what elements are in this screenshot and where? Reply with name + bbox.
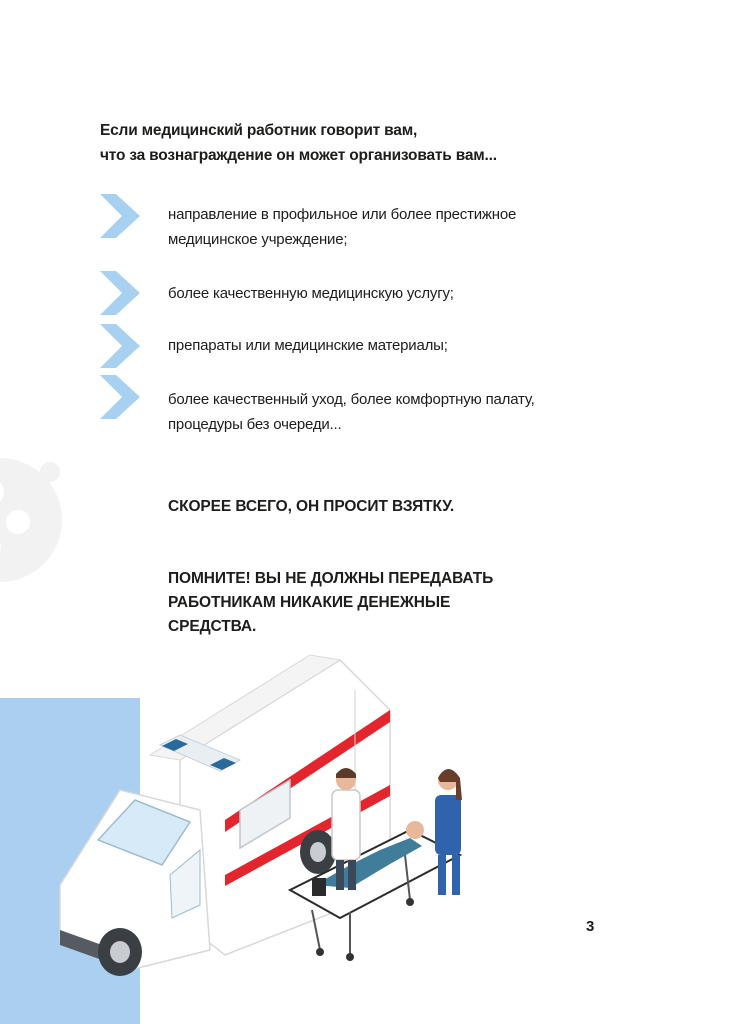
callout-line: ПОМНИТЕ! ВЫ НЕ ДОЛЖНЫ ПЕРЕДАВАТЬ — [168, 570, 494, 587]
chevron-bullet-icon — [100, 271, 140, 315]
chevron-bullet-icon — [100, 194, 140, 238]
chevron-bullet-icon — [100, 375, 140, 419]
list-item-line: процедуры без очереди... — [168, 416, 342, 433]
chevron-bullet-icon — [100, 324, 140, 368]
list-item — [168, 281, 608, 306]
intro-heading-line-2: что за вознаграждение он может организовать вам... — [100, 147, 497, 164]
warning-callout-bribe: СКОРЕЕ ВСЕГО, ОН ПРОСИТ ВЗЯТКУ. — [168, 498, 455, 515]
list-item-line: более качественный уход, более комфортную палату, — [168, 391, 535, 408]
list-item-line: более качественную медицинскую услугу; — [168, 285, 454, 302]
callout-line: СРЕДСТВА. — [168, 618, 257, 635]
list-item-line: препараты или медицинские материалы; — [168, 337, 448, 354]
intro-heading-line-1: Если медицинский работник говорит вам, — [100, 122, 418, 139]
decorative-circle-graphic — [0, 452, 70, 587]
callout-line: РАБОТНИКАМ НИКАКИЕ ДЕНЕЖНЫЕ — [168, 594, 451, 611]
list-item — [168, 387, 608, 437]
list-item — [168, 333, 608, 358]
warning-callout-remember — [168, 567, 608, 639]
intro-heading — [100, 118, 620, 168]
list-item-line: медицинское учреждение; — [168, 231, 348, 248]
list-item — [168, 202, 608, 252]
ambulance-illustration — [50, 650, 490, 980]
page-number: 3 — [586, 918, 595, 935]
list-item-line: направление в профильное или более престижное — [168, 206, 517, 223]
